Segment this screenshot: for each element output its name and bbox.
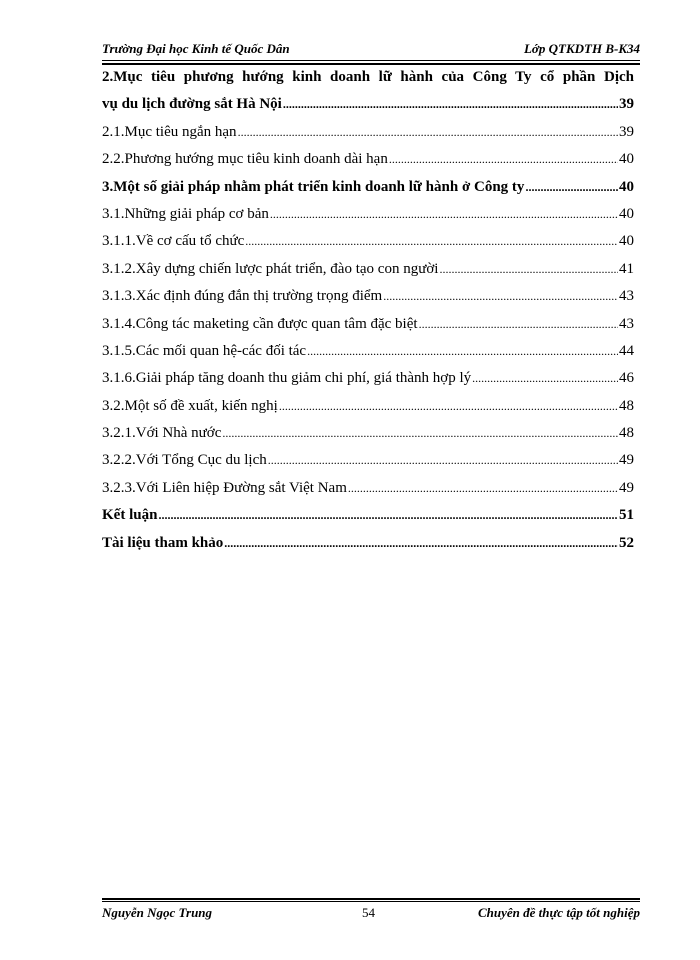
toc-entry-2[interactable] — [102, 64, 634, 91]
dot-leader — [439, 256, 618, 283]
toc-entry-page: 40 — [619, 178, 634, 195]
toc-entry-title: 3.1.Những giải pháp cơ bản — [102, 205, 269, 222]
header-school: Trường Đại học Kinh tế Quốc Dân — [102, 41, 290, 56]
toc-entry-2-1[interactable] — [102, 119, 634, 146]
toc-entry-title: Kết luận — [102, 507, 158, 524]
toc-entry-3-2-2[interactable] — [102, 447, 634, 474]
toc-entry-page: 39 — [619, 123, 634, 140]
toc-entry-page: 40 — [619, 151, 634, 168]
toc-entry-page: 40 — [619, 233, 634, 250]
toc-entry-3-1-2[interactable] — [102, 256, 634, 283]
dot-leader — [279, 393, 618, 420]
toc-entry-title: 3.1.6.Giải pháp tăng doanh thu giảm chi phí, giá thành hợp lý — [102, 370, 472, 387]
toc-entry-3-1-1[interactable] — [102, 228, 634, 255]
dot-leader — [307, 338, 618, 365]
toc-entry-title: 3.2.Một số đề xuất, kiến nghị — [102, 397, 278, 414]
dot-leader — [283, 91, 618, 118]
footer-page-number: 54 — [362, 905, 375, 920]
toc-entry-title: 3.1.5.Các mối quan hệ-các đối tác — [102, 342, 307, 359]
toc-entry-page: 49 — [619, 479, 634, 496]
toc-entry-page: 48 — [619, 425, 634, 442]
toc-entry-title: vụ du lịch đường sắt Hà Nội — [102, 96, 282, 113]
footer-rule-thick — [102, 898, 640, 900]
toc-entry-3-1-5[interactable] — [102, 338, 634, 365]
toc-entry-2-2[interactable] — [102, 146, 634, 173]
toc-entry-page: 43 — [619, 288, 634, 305]
toc-entry-title: 3.1.2.Xây dựng chiến lược phát triển, đào tạo con người — [102, 260, 439, 277]
footer-author: Nguyễn Ngọc Trung — [102, 905, 213, 920]
toc-entry-title: 2.1.Mục tiêu ngắn hạn — [102, 123, 237, 140]
toc-entry-page: 41 — [619, 260, 634, 277]
dot-leader — [270, 201, 618, 228]
table-of-contents — [102, 64, 634, 557]
toc-entry-title: 2.2.Phương hướng mục tiêu kinh doanh dài hạn — [102, 151, 388, 168]
toc-entry-title: Tài liệu tham khảo — [102, 534, 224, 551]
footer-doc-type: Chuyên đề thực tập tốt nghiệp — [478, 905, 640, 920]
toc-entry-title: 3.1.4.Công tác maketing cần được quan tâm đặc biệt — [102, 315, 418, 332]
header-rule — [102, 60, 640, 61]
dot-leader — [383, 283, 618, 310]
footer-rule — [102, 901, 640, 902]
toc-entry-page: 39 — [619, 96, 634, 113]
toc-entry-title: 3.2.3.Với Liên hiệp Đường sắt Việt Nam — [102, 479, 347, 496]
toc-entry-conclusion[interactable] — [102, 502, 634, 529]
page-footer — [102, 903, 640, 923]
dot-leader — [158, 502, 618, 529]
toc-entry-title: 3.1.3.Xác định đúng đắn thị trường trọng điểm — [102, 288, 383, 305]
toc-entry-page: 51 — [619, 507, 634, 524]
dot-leader — [268, 447, 618, 474]
toc-entry-page: 49 — [619, 452, 634, 469]
dot-leader — [224, 530, 618, 557]
toc-entry-title: 3.2.1.Với Nhà nước — [102, 425, 222, 442]
toc-entry-title-line1: 2.Mục tiêu phương hướng kinh doanh lữ hành của Công Ty cổ phần Dịch — [102, 69, 634, 85]
toc-entry-3-1-6[interactable] — [102, 365, 634, 392]
toc-entry-3-1[interactable] — [102, 201, 634, 228]
toc-entry-3-2[interactable] — [102, 393, 634, 420]
dot-leader — [419, 311, 618, 338]
toc-entry-page: 44 — [619, 342, 634, 359]
dot-leader — [238, 119, 618, 146]
dot-leader — [222, 420, 618, 447]
toc-entry-2-cont[interactable] — [102, 91, 634, 118]
toc-entry-page: 46 — [619, 370, 634, 387]
toc-entry-3-2-3[interactable] — [102, 475, 634, 502]
toc-entry-references[interactable] — [102, 530, 634, 557]
dot-leader — [245, 228, 618, 255]
toc-entry-title: 3.Một số giải pháp nhằm phát triển kinh doanh lữ hành ở Công ty — [102, 178, 525, 195]
dot-leader — [348, 475, 618, 502]
header-class: Lớp QTKDTH B-K34 — [523, 41, 640, 56]
toc-entry-title: 3.1.1.Về cơ cấu tổ chức — [102, 233, 245, 250]
toc-entry-3-1-3[interactable] — [102, 283, 634, 310]
toc-entry-title: 3.2.2.Với Tổng Cục du lịch — [102, 452, 267, 469]
page-header — [102, 38, 640, 60]
toc-entry-page: 40 — [619, 205, 634, 222]
toc-entry-page: 43 — [619, 315, 634, 332]
dot-leader — [389, 146, 618, 173]
dot-leader — [525, 174, 618, 201]
toc-entry-3-2-1[interactable] — [102, 420, 634, 447]
toc-entry-page: 48 — [619, 397, 634, 414]
toc-entry-3[interactable] — [102, 174, 634, 201]
toc-entry-3-1-4[interactable] — [102, 311, 634, 338]
dot-leader — [472, 365, 618, 392]
toc-entry-page: 52 — [619, 534, 634, 551]
